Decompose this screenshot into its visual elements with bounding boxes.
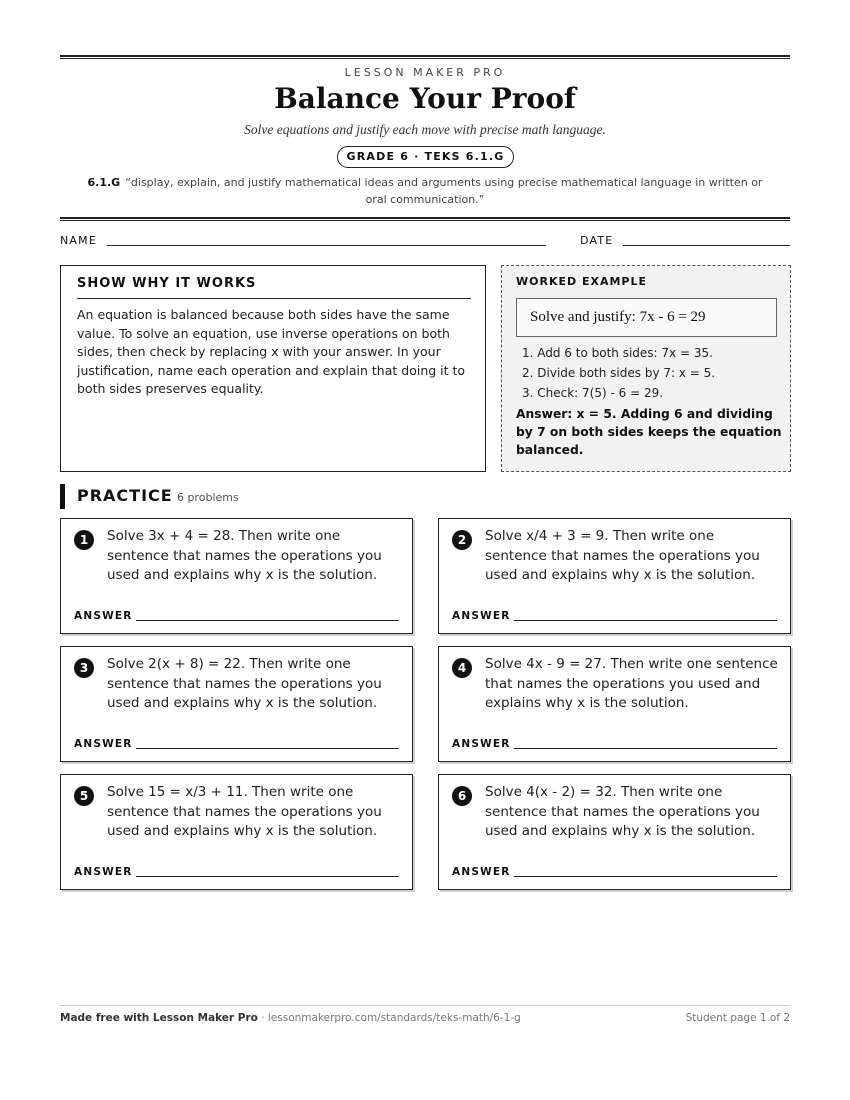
problem-number: 2 — [452, 530, 472, 550]
problem-card-5 — [60, 774, 413, 890]
problem-number: 6 — [452, 786, 472, 806]
answer-line[interactable] — [136, 748, 399, 749]
date-line[interactable] — [623, 235, 790, 246]
answer-line[interactable] — [136, 620, 399, 621]
grade-badge: GRADE 6 · TEKS 6.1.G — [337, 146, 514, 168]
footer-rule — [60, 1005, 790, 1006]
answer-line[interactable] — [136, 876, 399, 877]
worked-example-title: WORKED EXAMPLE — [516, 275, 647, 288]
footer-made-by: Made free with Lesson Maker Pro — [60, 1012, 258, 1024]
name-line[interactable] — [107, 235, 546, 246]
standard-code: 6.1.G — [87, 176, 121, 189]
worked-example-step: 2. Divide both sides by 7: x = 5. — [522, 366, 716, 380]
worked-example-problem: Solve and justify: 7x - 6 = 29 — [516, 298, 777, 337]
problem-number: 3 — [74, 658, 94, 678]
problem-card-2 — [438, 518, 791, 634]
worked-example-answer: Answer: x = 5. Adding 6 and dividing by 7 on both sides keeps the equation balanced. — [516, 407, 782, 457]
header-top-rule — [60, 55, 790, 59]
answer-line[interactable] — [514, 876, 777, 877]
date-label: DATE — [580, 234, 614, 247]
standard-statement — [80, 174, 770, 208]
show-why-body: An equation is balanced because both sides have the same value. To solve an equation, use inverse operations on both sides, then check by replacing x with your answer. In your justification, name each operation and explain that doing it to both sides preserves equality. — [77, 307, 466, 396]
practice-title: PRACTICE — [77, 486, 173, 505]
answer-line[interactable] — [514, 620, 777, 621]
answer-label: ANSWER — [452, 610, 511, 622]
answer-label: ANSWER — [74, 738, 133, 750]
brand-name: LESSON MAKER PRO — [344, 66, 506, 79]
problem-text: Solve x/4 + 3 = 9. Then write one sentence that names the operations you used and explains why x is the solution. — [485, 528, 760, 583]
show-why-panel — [60, 265, 486, 472]
answer-line[interactable] — [514, 748, 777, 749]
practice-accent-bar — [60, 484, 65, 509]
worked-example-panel — [501, 265, 791, 472]
show-why-rule — [77, 298, 471, 299]
worked-example-step: 3. Check: 7(5) - 6 = 29. — [522, 386, 664, 400]
answer-label: ANSWER — [452, 738, 511, 750]
answer-label: ANSWER — [74, 610, 133, 622]
problem-text: Solve 15 = x/3 + 11. Then write one sentence that names the operations you used and explains why x is the solution. — [107, 784, 382, 839]
name-label: NAME — [60, 234, 97, 247]
footer-page-number: Student page 1 of 2 — [685, 1012, 790, 1024]
header-bottom-rule — [60, 217, 790, 221]
worked-example-steps — [522, 343, 782, 403]
footer-url: · lessonmakerpro.com/standards/teks-math/6-1-g — [261, 1012, 521, 1024]
problem-card-1 — [60, 518, 413, 634]
answer-label: ANSWER — [452, 866, 511, 878]
problem-text: Solve 3x + 4 = 28. Then write one sentence that names the operations you used and explains why x is the solution. — [107, 528, 382, 583]
show-why-title: SHOW WHY IT WORKS — [77, 276, 257, 291]
problem-card-6 — [438, 774, 791, 890]
problem-number: 5 — [74, 786, 94, 806]
footer-credit — [60, 1012, 521, 1024]
problem-card-3 — [60, 646, 413, 762]
problem-number: 1 — [74, 530, 94, 550]
problem-text: Solve 2(x + 8) = 22. Then write one sentence that names the operations you used and explains why x is the solution. — [107, 656, 382, 711]
answer-label: ANSWER — [74, 866, 133, 878]
standard-text: “display, explain, and justify mathematical ideas and arguments using precise mathematical language in written or oral communication.” — [125, 176, 763, 206]
problem-text: Solve 4(x - 2) = 32. Then write one sentence that names the operations you used and explains why x is the solution. — [485, 784, 760, 839]
problem-text: Solve 4x - 9 = 27. Then write one sentence that names the operations you used and explains why x is the solution. — [485, 656, 778, 711]
page-title: Balance Your Proof — [274, 82, 576, 115]
problem-card-4 — [438, 646, 791, 762]
worked-example-step: 1. Add 6 to both sides: 7x = 35. — [522, 346, 713, 360]
practice-count: 6 problems — [177, 491, 239, 504]
page-subtitle: Solve equations and justify each move with precise math language. — [244, 122, 606, 137]
problem-number: 4 — [452, 658, 472, 678]
